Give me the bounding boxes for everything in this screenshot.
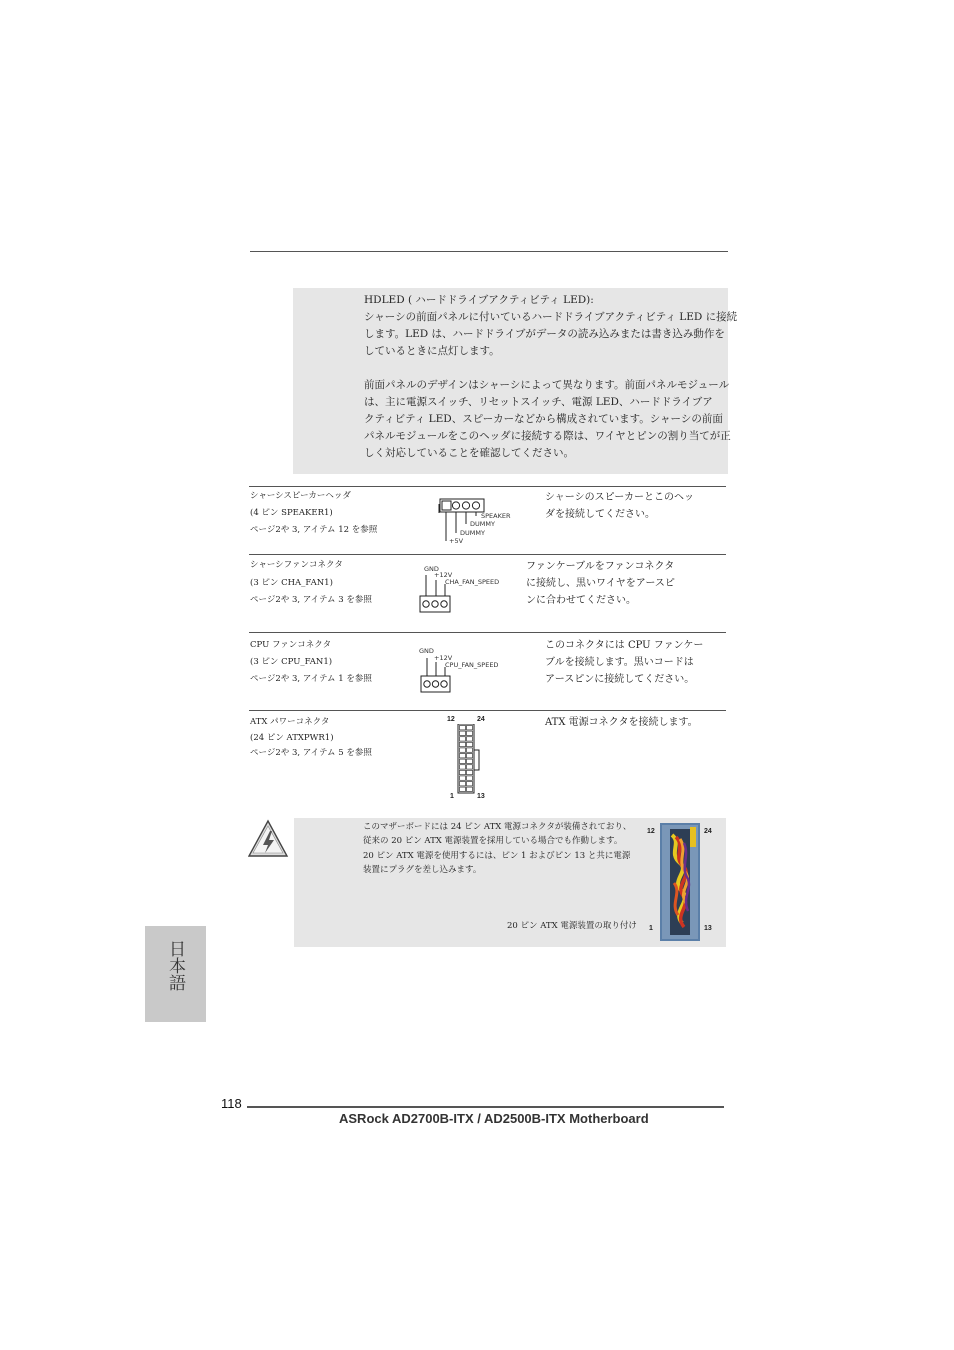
pin-label: SPEAKER	[481, 512, 511, 520]
language-side-tab	[145, 926, 206, 1022]
pin-label: GND	[419, 647, 434, 655]
top-rule	[250, 251, 728, 252]
connector-pin	[467, 759, 473, 763]
pin-label: GND	[424, 565, 439, 573]
connector-pin	[460, 782, 466, 786]
row-desc: ブルを接続します。黒いコードは	[545, 657, 694, 668]
atx-power-connector-diagram	[455, 724, 485, 794]
row-ref: ページ2や 3, アイテム 3 を参照	[250, 595, 372, 605]
pin-number: 12	[447, 716, 455, 723]
connector-pin	[460, 765, 466, 769]
pin-number: 1	[450, 793, 454, 800]
connector-pin	[467, 765, 473, 769]
hdled-line: シャーシの前面パネルに付いているハードドライブアクティビティ LED に接続	[364, 311, 738, 323]
connector-pin	[460, 770, 466, 774]
row-ref: ページ2や 3, アイテム 1 を参照	[250, 674, 372, 684]
connector-pin	[460, 787, 466, 791]
connector-pin	[467, 731, 473, 735]
language-tab-label: 日本語	[165, 940, 185, 991]
connector-pin	[460, 731, 466, 735]
row-divider	[249, 554, 726, 555]
connector-pin	[467, 782, 473, 786]
warning-line: 従来の 20 ピン ATX 電源装置を採用している場合でも作動します。	[363, 836, 623, 846]
hdled-line: しく対応していることを確認してください。	[364, 447, 574, 459]
hdled-line: します。LED は、ハードドライブがデータの読み込みまたは書き込み動作を	[364, 328, 725, 340]
photo-pin-number: 24	[704, 828, 712, 835]
row-pins: (3 ピン CPU_FAN1)	[250, 657, 333, 667]
row-name: CPU ファンコネクタ	[250, 640, 332, 650]
row-pins: (4 ピン SPEAKER1)	[250, 508, 333, 518]
row-pins: (24 ピン ATXPWR1)	[250, 733, 334, 743]
warning-box	[294, 818, 726, 947]
connector-pin	[467, 748, 473, 752]
hdled-line: クティビティ LED、スピーカーなどから構成されています。シャーシの前面	[364, 413, 723, 425]
row-desc: ファンケーブルをファンコネクタ	[526, 561, 675, 572]
warning-line: 装置にプラグを差し込みます。	[363, 865, 482, 875]
row-divider	[249, 632, 726, 633]
warning-caption: 20 ピン ATX 電源装置の取り付け	[507, 921, 637, 931]
hdled-line: パネルモジュールをこのヘッダに接続する際は、ワイヤとピンの割り当てが正	[364, 430, 731, 442]
pin-number: 24	[477, 716, 485, 723]
row-pins: (3 ピン CHA_FAN1)	[250, 578, 333, 588]
connector-pin	[467, 737, 473, 741]
connector-pin	[460, 776, 466, 780]
row-desc: ダを接続してください。	[545, 509, 655, 520]
atx-cable-photo	[660, 823, 700, 941]
connector-pin	[467, 742, 473, 746]
pin-label: CPU_FAN_SPEED	[445, 661, 499, 669]
connector-pin	[460, 726, 466, 730]
row-desc: シャーシのスピーカーとこのヘッ	[545, 492, 694, 503]
row-divider	[249, 486, 726, 487]
row-desc: ンに合わせてください。	[526, 595, 636, 606]
connector-pin	[467, 770, 473, 774]
footer-rule	[247, 1106, 724, 1108]
page-number: 118	[221, 1096, 242, 1111]
row-desc: アースピンに接続してください。	[545, 674, 695, 685]
row-name: シャーシファンコネクタ	[250, 560, 343, 570]
connector-pin	[467, 787, 473, 791]
connector-pin	[460, 754, 466, 758]
hdled-box	[293, 288, 738, 474]
row-name: ATX パワーコネクタ	[250, 717, 330, 727]
connector-pin	[467, 776, 473, 780]
pin-label: CHA_FAN_SPEED	[445, 578, 500, 586]
connector-pin	[460, 759, 466, 763]
connector-latch	[474, 750, 479, 770]
connector-pin	[460, 742, 466, 746]
pin-label: +12V	[434, 571, 453, 579]
warning-triangle-icon	[248, 818, 290, 860]
pin-label: +5V	[449, 537, 464, 545]
photo-pin-number: 12	[647, 828, 655, 835]
row-name: シャーシスピーカーヘッダ	[250, 491, 351, 501]
photo-pin-number: 1	[649, 925, 653, 932]
row-ref: ページ2や 3, アイテム 12 を参照	[250, 525, 378, 535]
footer-title: ASRock AD2700B-ITX / AD2500B-ITX Motherboard	[339, 1111, 649, 1126]
hdled-line: 前面パネルのデザインはシャーシによって異なります。前面パネルモジュール	[364, 379, 730, 391]
row-divider	[249, 710, 726, 711]
connector-pin	[467, 726, 473, 730]
pin-number: 13	[477, 793, 485, 800]
hdled-line: しているときに点灯します。	[364, 345, 500, 357]
photo-pin-number: 13	[704, 925, 712, 932]
connector-pin	[467, 754, 473, 758]
hdled-title: HDLED ( ハードドライブアクティビティ LED):	[364, 294, 594, 306]
connector-pin	[460, 748, 466, 752]
row-ref: ページ2や 3, アイテム 5 を参照	[250, 748, 372, 758]
pin-label: +12V	[434, 654, 453, 662]
row-desc: に接続し、黒いワイヤをアースピ	[526, 578, 675, 589]
row-desc: このコネクタには CPU ファンケー	[545, 640, 704, 651]
connector-pin	[460, 737, 466, 741]
pin-label: DUMMY	[460, 529, 485, 537]
pin-label: DUMMY	[470, 520, 495, 528]
warning-line: このマザーボードには 24 ピン ATX 電源コネクタが装備されており、	[363, 822, 632, 832]
warning-line: 20 ピン ATX 電源を使用するには、ピン 1 およびピン 13 と共に電源	[363, 851, 631, 861]
row-desc: ATX 電源コネクタを接続します。	[545, 717, 698, 728]
hdled-line: は、主に電源スイッチ、リセットスイッチ、電源 LED、ハードドライブア	[364, 396, 713, 408]
